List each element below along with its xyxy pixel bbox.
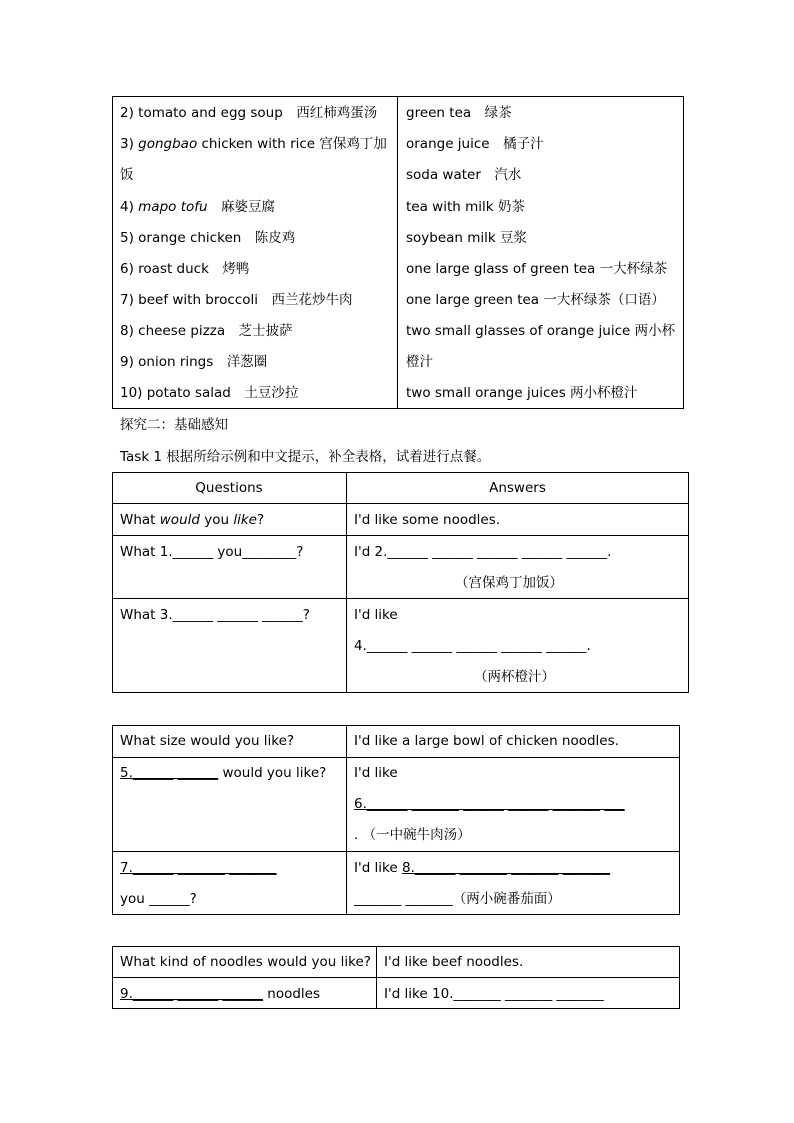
table2-divider <box>346 725 347 915</box>
answer-cell[interactable]: 4.______ ______ ______ ______ ______. <box>354 638 591 654</box>
menu-right-item: soda water 汽水 <box>406 167 522 183</box>
menu-table-divider <box>397 96 398 409</box>
answer-cell: I'd like <box>354 607 398 623</box>
menu-right-item: one large green tea 一大杯绿茶（口语） <box>406 292 665 308</box>
answer-cell[interactable]: _______ _______（两小碗番茄面） <box>354 891 561 907</box>
menu-left-item: 7) beef with broccoli 西兰花炒牛肉 <box>120 292 353 308</box>
table1-divider <box>346 472 347 693</box>
section-title: 探究二：基础感知 <box>120 417 228 433</box>
menu-right-item: two small orange juices 两小杯橙汁 <box>406 385 638 401</box>
answer-prefix: I'd like <box>354 860 402 876</box>
question-cell[interactable]: What 3.______ ______ ______? <box>120 607 310 623</box>
chinese-hint: （两杯橙汁） <box>474 669 555 685</box>
chinese-hint: . （一中碗牛肉汤） <box>354 827 471 843</box>
menu-left-item: 5) orange chicken 陈皮鸡 <box>120 230 296 246</box>
blank-6[interactable]: 6.______ _______ ______ ______ _______ ___ <box>354 796 625 812</box>
menu-left-item: 6) roast duck 烤鸭 <box>120 261 250 277</box>
question-cell[interactable]: What 1.______ you________? <box>120 544 304 560</box>
task-title: Task 1 根据所给示例和中文提示，补全表格，试着进行点餐。 <box>120 449 491 465</box>
question-cell[interactable]: you ______? <box>120 891 197 907</box>
blank-9[interactable]: 9.______ ______ ______ <box>120 986 263 1002</box>
menu-right-item: soybean milk 豆浆 <box>406 230 528 246</box>
menu-right-item: 橙汁 <box>406 354 433 370</box>
answer-cell[interactable]: I'd like 10._______ _______ _______ <box>384 986 604 1002</box>
blank-5[interactable]: 5.______ ______ <box>120 765 219 781</box>
header-answers: Answers <box>489 480 546 496</box>
question-cell: What would you like? <box>120 512 265 528</box>
question-cell[interactable] <box>120 765 326 781</box>
answer-cell: I'd like beef noodles. <box>384 954 524 970</box>
menu-left-item: 3) gongbao chicken with rice 宫保鸡丁加 <box>120 136 387 152</box>
menu-right-item: one large glass of green tea 一大杯绿茶 <box>406 261 668 277</box>
question-rest: would you like? <box>218 765 327 781</box>
menu-left-item: 10) potato salad 土豆沙拉 <box>120 385 299 401</box>
answer-cell[interactable] <box>354 860 610 876</box>
menu-left-item: 9) onion rings 洋葱圈 <box>120 354 268 370</box>
table1-row-line <box>112 503 689 504</box>
answer-cell: I'd like some noodles. <box>354 512 501 528</box>
chinese-hint: （宫保鸡丁加饭） <box>455 575 563 591</box>
menu-left-item: 饭 <box>120 167 134 183</box>
menu-left-item: 8) cheese pizza 芝士披萨 <box>120 323 293 339</box>
header-questions: Questions <box>195 480 263 496</box>
answer-cell: I'd like a large bowl of chicken noodles. <box>354 733 619 749</box>
table3-row-line <box>112 977 680 978</box>
blank-7[interactable]: 7.______ _______ _______ <box>120 860 277 876</box>
question-rest: noodles <box>262 986 320 1002</box>
menu-left-item: 2) tomato and egg soup 西红柿鸡蛋汤 <box>120 105 378 121</box>
table2-row-line <box>112 757 680 758</box>
question-cell: What size would you like? <box>120 733 295 749</box>
menu-right-item: orange juice 橘子汁 <box>406 136 544 152</box>
menu-right-item: tea with milk 奶茶 <box>406 199 525 215</box>
task-table-1 <box>112 472 689 693</box>
table2-row-line <box>112 851 680 852</box>
menu-right-item: green tea 绿茶 <box>406 105 512 121</box>
blank-8[interactable]: 8.______ _______ _______ _______ <box>402 860 611 876</box>
answer-cell[interactable]: I'd 2.______ ______ ______ ______ ______. <box>354 544 612 560</box>
menu-right-item: two small glasses of orange juice 两小杯 <box>406 323 676 339</box>
answer-cell: I'd like <box>354 765 398 781</box>
menu-left-item: 4) mapo tofu 麻婆豆腐 <box>120 199 276 215</box>
table1-row-line <box>112 535 689 536</box>
question-cell[interactable] <box>120 986 320 1002</box>
table1-row-line <box>112 598 689 599</box>
question-cell: What kind of noodles would you like? <box>120 954 371 970</box>
task-table-2 <box>112 725 680 915</box>
